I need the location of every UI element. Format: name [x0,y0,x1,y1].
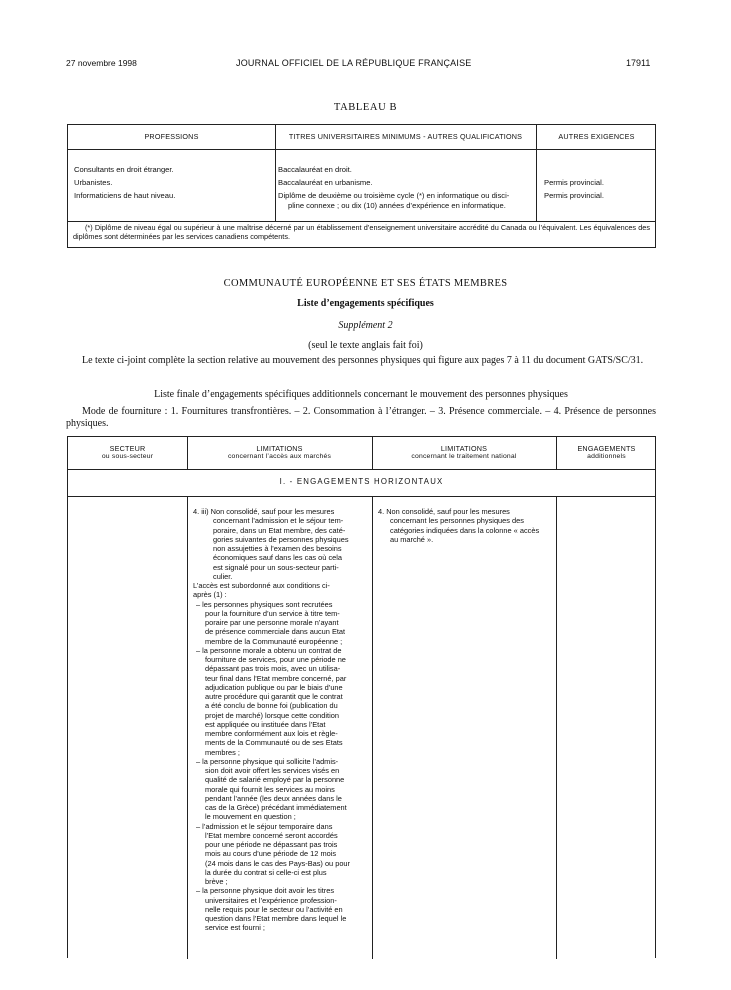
text-line: gories suivantes de personnes physiques [213,534,349,544]
text-line: fourniture de services, pour une période ne [205,655,346,664]
horizontal-commitments-band: I. - ENGAGEMENTS HORIZONTAUX [279,477,444,486]
text-line: 4. iii) Non consolidé, sauf pour les mesures [193,507,335,516]
commitments-table [67,436,656,958]
text-line: membres ; [205,747,240,757]
text-line: (24 mois dans le cas des Pays-Bas) ou pour [205,858,351,868]
header-title: LIMITATIONS [440,444,488,453]
text-line: au marché ». [390,534,434,544]
text-line: nelle requis pour le secteur ou l’activité en [205,904,343,914]
text-line: projet de marché) lorsque cette condition [205,710,339,720]
text-line: 4. Non consolidé, sauf pour les mesures [378,507,510,516]
header-title: LIMITATIONS [256,444,303,453]
profession-cell: Urbanistes. [74,178,113,187]
market-access-column [193,507,368,933]
titres-cell [278,191,534,210]
text-line: ments de la Communauté ou de ses Etats [205,738,343,748]
footnote-divider [68,221,655,222]
journal-title: JOURNAL OFFICIEL DE LA RÉPUBLIQUE FRANÇAISE [236,58,472,68]
header-subtitle: additionnels [587,453,626,460]
text-line: économiques sauf dans les cas où cela [213,553,343,563]
text-line: poraire par une personne morale n’ayant [205,618,339,627]
tableau-b-title: TABLEAU B [333,102,398,113]
titres-cell: Baccalauréat en urbanisme. [278,178,373,187]
header-subtitle: concernant l’accès aux marchés [227,453,332,460]
text-line: autre procédure qui garantit que le contrat [205,692,343,701]
text-line: catégories indiquées dans la colonne « accès [390,525,540,535]
tableau-b [67,124,656,248]
text-line: la durée du contrat si celle-ci est plus [205,867,327,877]
list-subtitle: Liste finale d’engagements spécifiques additionnels concernant le mouvement des personnes physiques [154,389,568,400]
text-line: membre conformément aux lois et règle- [205,729,338,738]
text-line: L’accès est subordonné aux conditions ci- [193,581,330,590]
national-treatment-column [378,507,552,544]
header-subtitle: concernant le traitement national [411,453,517,460]
header-secteur [68,445,187,461]
text-line: – la personne physique qui sollicite l’admis- [196,756,339,766]
text-line: après (1) : [193,590,227,600]
supplement-label: Supplément 2 [338,320,393,331]
text-line: mois au cours d’une période de 12 mois [205,849,337,859]
text-line: morale qui fournit les services au moins [205,784,335,794]
text-line: est signalé pour un sous-secteur parti- [213,562,339,572]
titres-cell-line: pline connexe ; ou dix (10) années d’expérience en informatique. [288,200,506,210]
header-engagements [556,445,657,461]
header-divider [68,469,655,470]
text-line: question dans l’Etat membre dans lequel le [205,914,347,923]
header-professions: PROFESSIONS [144,132,199,141]
text-line: sion doit avoir offert les services visés en [205,766,340,775]
titres-cell: Baccalauréat en droit. [278,165,352,174]
header-acces-marches [187,445,372,461]
header-subtitle: ou sous-secteur [101,453,154,460]
column-divider [187,496,188,959]
text-line: pendant l’année (les deux années dans le [205,793,342,803]
text-line: concernant l’admission et le séjour tem- [213,516,344,526]
text-line: – l’admission et le séjour temporaire dans [196,821,333,831]
text-line: le mouvement en question ; [205,812,296,822]
text-line: – les personnes physiques sont recrutées [196,599,333,609]
column-divider [556,496,557,959]
text-line: adjudication publique ou par le biais d’une [205,682,343,692]
text-line: brève ; [205,877,228,886]
text-line: service est fourni ; [205,923,265,933]
text-line: de présence commerciale dans aucun Etat [205,627,346,637]
column-divider [372,496,373,959]
page-date: 27 novembre 1998 [66,58,137,68]
text-line: teur final dans l’Etat membre concerné, par [205,673,347,683]
supply-modes-paragraph: Mode de fourniture : 1. Fournitures transfrontières. – 2. Consommation à l’étranger. – 3. Présence commerciale. – 4. Présence de personnes physiques. [66,406,656,429]
text-line: membre de la Communauté européenne ; [205,636,343,646]
text-line: est appliquée ou instituée dans l’Etat [205,719,326,729]
text-line: – la personne physique doit avoir les titres [196,886,335,896]
text-line: non assujetties à l’examen des besoins [213,544,342,553]
page-number: 17911 [626,58,651,68]
profession-cell: Consultants en droit étranger. [74,165,174,174]
text-line: culier. [213,571,233,581]
band-divider [68,496,655,497]
header-titres: TITRES UNIVERSITAIRES MINIMUMS - AUTRES QUALIFICATIONS [288,132,523,141]
language-note: (seul le texte anglais fait foi) [308,340,423,351]
text-line: cas de la Grèce) précédant immédiatement [205,803,347,812]
autres-cell: Permis provincial. [544,191,604,200]
text-line: l’Etat membre concerné seront accordés [205,830,338,840]
header-traitement-national [372,445,556,461]
tableau-b-footnote: (*) Diplôme de niveau égal ou supérieur à une maîtrise décerné par un établissement d’enseignement universitaire accrédité du Canada ou l’équivalent. Les équivalences des diplômes sont déterminées par les services canadiens compétents. [73,223,650,241]
header-autres-exigences: AUTRES EXIGENCES [558,132,635,141]
text-line: pour une période ne dépassant pas trois [205,840,338,849]
text-line: concernant les personnes physiques des [390,516,524,526]
header-title: ENGAGEMENTS [577,444,636,453]
list-title: Liste d’engagements spécifiques [297,298,434,309]
text-line: – la personne morale a obtenu un contrat de [196,645,342,655]
text-line: poraire, dans un Etat membre, des caté- [213,525,346,535]
text-line: dépassant pas trois mois, avec un utilisa- [205,664,341,674]
header-divider [68,149,655,150]
text-line: qualité de salarié employé par la personne [205,775,345,785]
autres-cell: Permis provincial. [544,178,604,187]
text-line: pour la fourniture d’un service à titre tem- [205,608,340,618]
titres-cell-line: Diplôme de deuxième ou troisième cycle (*) en informatique ou disci- [278,191,510,200]
section-title: COMMUNAUTÉ EUROPÉENNE ET SES ÉTATS MEMBRES [223,278,508,289]
profession-cell: Informaticiens de haut niveau. [74,191,176,200]
text-line: a été conclu de bonne foi (publication du [205,701,338,711]
text-line: universitaires et l’expérience profession- [205,895,337,905]
intro-paragraph: Le texte ci-joint complète la section relative au mouvement des personnes physiques qui figure aux pages 7 à 11 du document GATS/SC/31. [82,355,644,366]
header-title: SECTEUR [109,444,146,453]
